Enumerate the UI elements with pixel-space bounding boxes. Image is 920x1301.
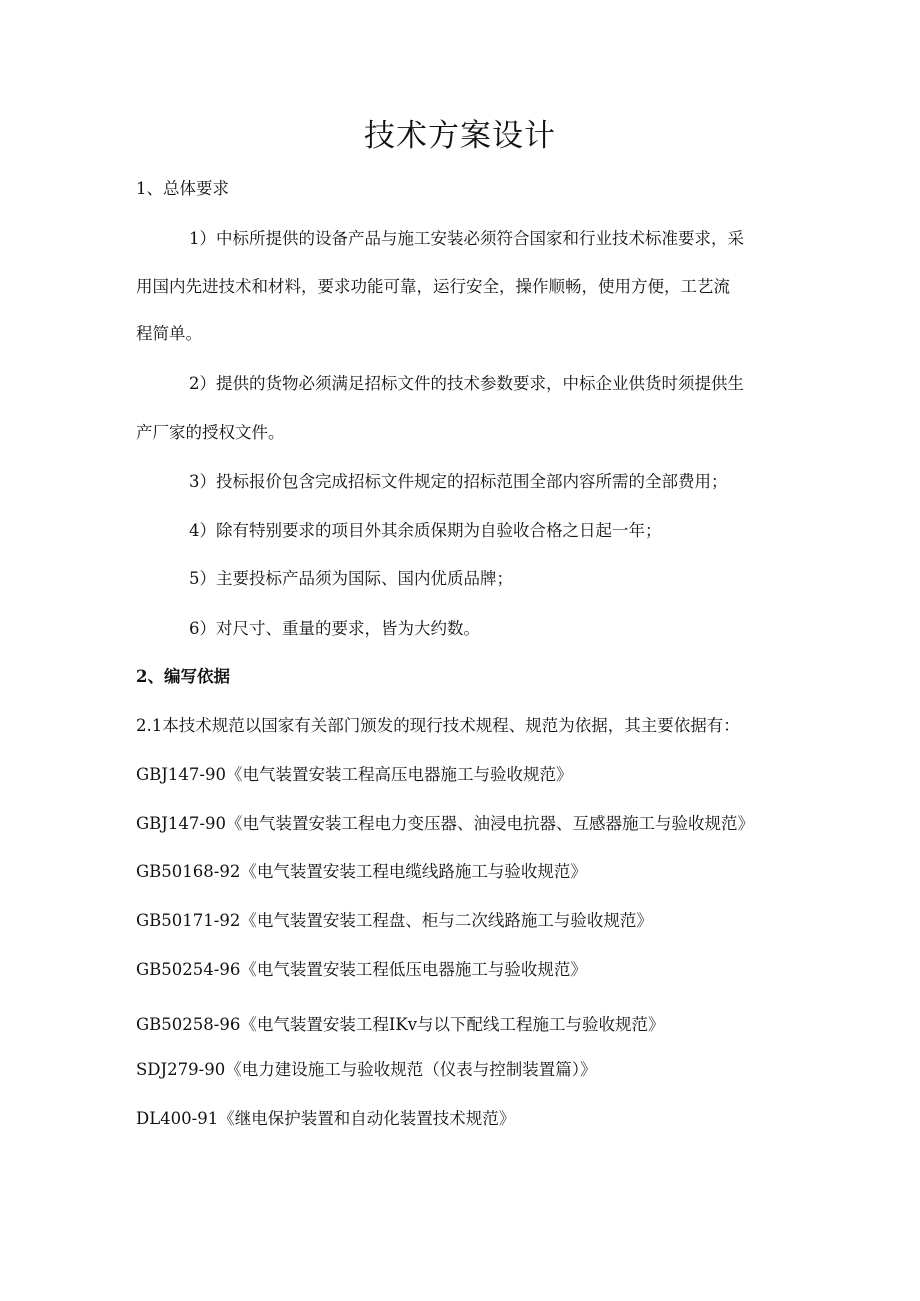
standard-item: GBJ147-90《电气装置安装工程高压电器施工与验收规范》: [136, 765, 573, 784]
requirement-2-line-2: 产厂家的授权文件。: [136, 423, 285, 442]
requirement-2-line-1: 2）提供的货物必须满足招标文件的技术参数要求，中标企业供货时须提供生: [189, 374, 744, 393]
standard-item: SDJ279-90《电力建设施工与验收规范（仪表与控制装置篇）》: [136, 1060, 597, 1079]
page-title: 技术方案设计: [364, 118, 556, 154]
requirement-1-line-1: 1）中标所提供的设备产品与施工安装必须符合国家和行业技术标准要求，采: [189, 229, 744, 248]
requirement-3: 3）投标报价包含完成招标文件规定的招标范围全部内容所需的全部费用；: [189, 472, 728, 491]
section-heading-requirements: 1、总体要求: [136, 179, 229, 198]
standard-item: GB50171-92《电气装置安装工程盘、柜与二次线路施工与验收规范》: [136, 911, 653, 930]
basis-intro: 2.1本技术规范以国家有关部门颁发的现行技术规程、规范为依据，其主要依据有：: [136, 716, 740, 735]
standard-item: GB50168-92《电气装置安装工程电缆线路施工与验收规范》: [136, 862, 587, 881]
standard-item: GB50258-96《电气装置安装工程IKv与以下配线工程施工与验收规范》: [136, 1015, 665, 1034]
standard-item: DL400-91《继电保护装置和自动化装置技术规范》: [136, 1109, 516, 1128]
requirement-1-line-2: 用国内先进技术和材料，要求功能可靠，运行安全，操作顺畅，使用方便，工艺流: [136, 277, 730, 296]
standard-item: GBJ147-90《电气装置安装工程电力变压器、油浸电抗器、互感器施工与验收规范》: [136, 814, 754, 833]
standard-item: GB50254-96《电气装置安装工程低压电器施工与验收规范》: [136, 960, 587, 979]
requirement-4: 4）除有特别要求的项目外其余质保期为自验收合格之日起一年；: [189, 521, 662, 540]
requirement-5: 5）主要投标产品须为国际、国内优质品牌；: [189, 569, 513, 588]
section-heading-basis: 2、编写依据: [136, 667, 230, 686]
requirement-1-line-3: 程简单。: [136, 324, 202, 343]
requirement-6: 6）对尺寸、重量的要求，皆为大约数。: [189, 619, 480, 638]
